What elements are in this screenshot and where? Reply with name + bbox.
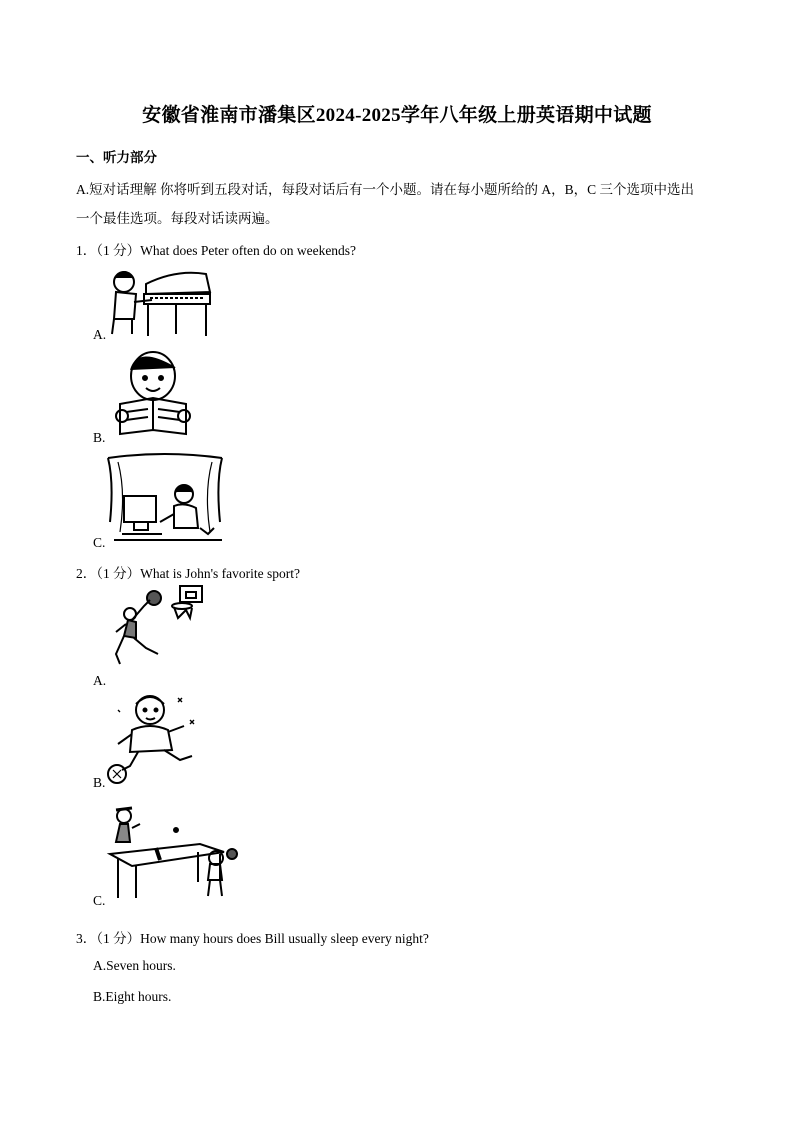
boy-reading-book-icon[interactable] (108, 346, 198, 438)
boy-playing-piano-icon[interactable] (106, 264, 214, 338)
option-a-text[interactable]: A.Seven hours. (93, 958, 176, 973)
page-title: 安徽省淮南市潘集区2024-2025学年八年级上册英语期中试题 (142, 105, 652, 126)
ping-pong-players-icon[interactable] (106, 800, 240, 904)
option-label: A. (93, 327, 107, 342)
option-label: B. (93, 775, 106, 790)
boy-playing-soccer-icon[interactable] (106, 690, 200, 784)
question-2-text: 2．（1 分）What is John's favorite sport? (76, 566, 301, 581)
section-heading: 一、听力部分 (76, 150, 157, 165)
option-label: B. (93, 430, 106, 445)
instructions-line-2: 一个最佳选项。每段对话读两遍。 (76, 211, 279, 226)
instructions-line-1: A.短对话理解 你将听到五段对话，每段对话后有一个小题。请在每小题所给的 A，B，C 三个选项中选出 (76, 182, 695, 197)
option-label: C. (93, 893, 106, 908)
option-label: C. (93, 535, 106, 550)
option-label: A. (93, 673, 107, 688)
question-1-text: 1．（1 分）What does Peter often do on weekends? (76, 243, 357, 258)
boy-using-computer-icon[interactable] (104, 452, 226, 544)
question-3-text: 3．（1 分）How many hours does Bill usually sleep every night? (76, 931, 429, 946)
basketball-player-icon[interactable] (106, 584, 206, 670)
option-b-text[interactable]: B.Eight hours. (93, 989, 172, 1004)
